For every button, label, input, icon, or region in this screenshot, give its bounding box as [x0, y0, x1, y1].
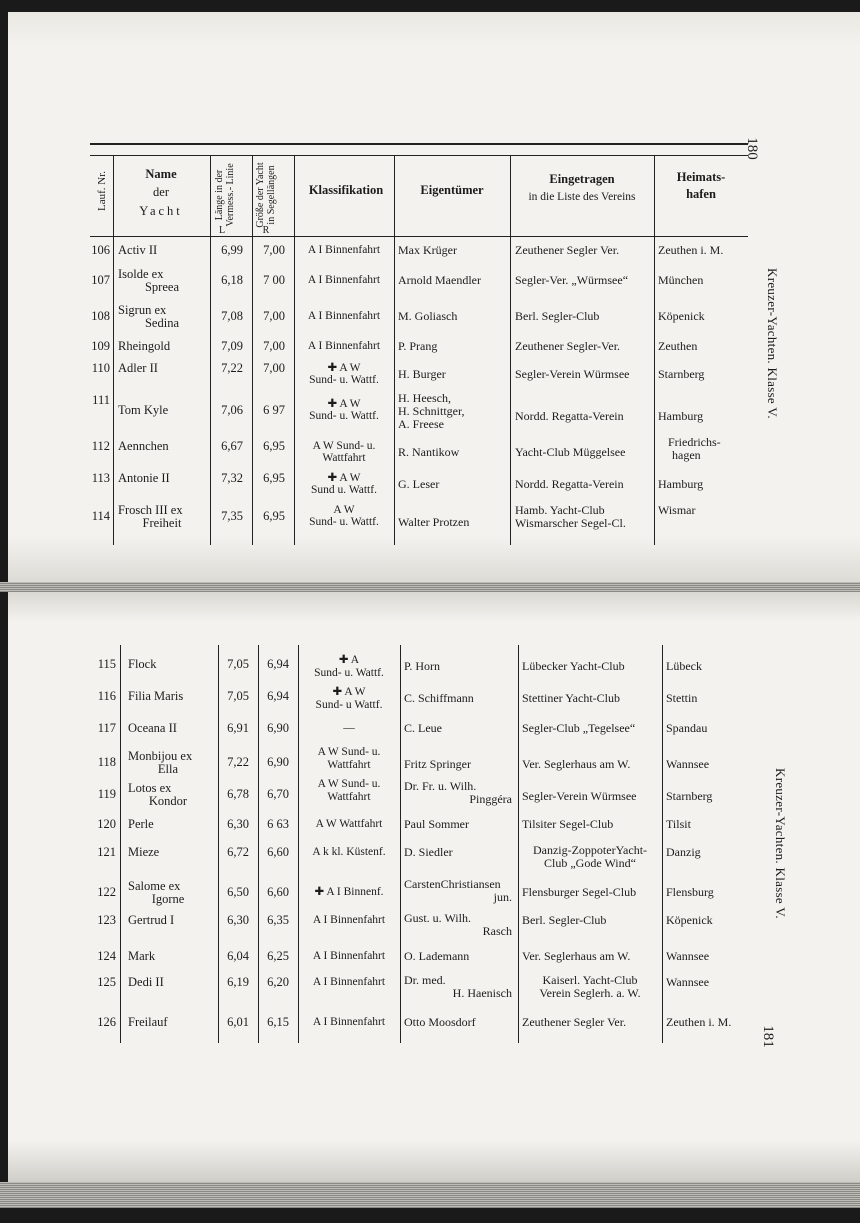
- home-port: Wannsee: [666, 757, 710, 771]
- column-line: [113, 155, 114, 545]
- size-value: 6 63: [267, 817, 289, 831]
- owner: Fritz Springer: [404, 757, 471, 771]
- club: Zeuthener Segler-Ver.: [515, 339, 621, 353]
- length-value: 7,09: [221, 339, 243, 353]
- column-line: [654, 155, 655, 545]
- classification-sub: Wattfahrt: [327, 759, 371, 771]
- size-value: 6,60: [267, 845, 289, 859]
- row-number: 122: [97, 885, 116, 899]
- home-port: Hamburg: [658, 477, 704, 491]
- length-value: 6,91: [227, 721, 249, 735]
- header-heimatshafen-2: hafen: [686, 187, 716, 201]
- yacht-name: Isolde ex: [118, 267, 164, 281]
- length-value: 6,04: [227, 949, 249, 963]
- classification: A I Binnenfahrt: [312, 1016, 386, 1028]
- club: Verein Seglerh. a. W.: [539, 986, 641, 1000]
- length-value: 6,78: [227, 787, 249, 801]
- row-number: 120: [97, 817, 116, 831]
- owner: D. Siedler: [404, 845, 453, 859]
- column-line: [662, 645, 663, 1043]
- length-value: 7,08: [221, 309, 243, 323]
- club: Ver. Seglerhaus am W.: [522, 949, 631, 963]
- owner: R. Nantikow: [398, 445, 460, 459]
- column-line: [394, 155, 395, 545]
- yacht-name: Lotos ex: [128, 781, 172, 795]
- header-groesse: Größe der Yacht in Segellängen: [255, 162, 277, 228]
- home-port: hagen: [672, 448, 701, 462]
- length-value: 6,18: [221, 273, 243, 287]
- size-value: 7,00: [263, 243, 285, 257]
- owner: Gust. u. Wilh.: [404, 911, 471, 925]
- yacht-name-former: Kondor: [148, 794, 188, 808]
- club: Lübecker Yacht-Club: [522, 659, 625, 673]
- header-groesse-symbol: R: [262, 225, 270, 236]
- classification-sub: Sund- u. Wattf.: [309, 374, 379, 386]
- size-value: 6,95: [263, 509, 285, 523]
- yacht-name-former: Sedina: [144, 316, 180, 330]
- club: Ver. Seglerhaus am W.: [522, 757, 631, 771]
- owner: O. Lademann: [404, 949, 470, 963]
- row-number: 117: [97, 721, 116, 735]
- owner: H. Burger: [398, 367, 446, 381]
- header-name-1: Name: [145, 167, 177, 181]
- header-name-3: Yacht: [139, 204, 183, 218]
- club: Kaiserl. Yacht-Club: [542, 973, 638, 987]
- club: Segler-Ver. „Würmsee“: [515, 273, 629, 287]
- yacht-name-former: Spreea: [144, 280, 179, 294]
- classification-sub: Sund- u. Wattf.: [314, 667, 384, 679]
- home-port: Zeuthen i. M.: [666, 1015, 732, 1029]
- size-value: 7,00: [263, 361, 285, 375]
- owner: Max Krüger: [398, 243, 457, 257]
- page-stack-edge: [0, 1182, 860, 1208]
- classification: A W Sund- u.: [317, 746, 381, 758]
- club: Wismarscher Segel-Cl.: [515, 516, 626, 530]
- yacht-name-former: Freiheit: [142, 516, 182, 530]
- length-value: 7,35: [221, 509, 243, 523]
- owner: Pinggéra: [469, 792, 512, 806]
- classification: ✚ A W: [327, 362, 361, 374]
- yacht-name-former: Ella: [157, 762, 179, 776]
- owner: jun.: [493, 890, 512, 904]
- row-number: 126: [97, 1015, 116, 1029]
- size-value: 6,94: [267, 657, 289, 671]
- yacht-name: Monbijou ex: [128, 749, 193, 763]
- row-number: 123: [97, 913, 116, 927]
- classification: A I Binnenfahrt: [312, 950, 386, 962]
- classification: A I Binnenfahrt: [307, 244, 381, 256]
- classification: A W: [333, 504, 355, 516]
- home-port: Danzig: [666, 845, 701, 859]
- length-value: 6,19: [227, 975, 249, 989]
- owner: Dr. Fr. u. Wilh.: [404, 779, 477, 793]
- club: Tilsiter Segel-Club: [522, 817, 614, 831]
- classification: ✚ A W: [332, 686, 366, 698]
- row-number: 125: [97, 975, 116, 989]
- header-eigentuemer: Eigentümer: [420, 183, 484, 197]
- home-port: Hamburg: [658, 409, 704, 423]
- classification: —: [343, 722, 355, 734]
- yacht-name: Dedi II: [128, 975, 164, 989]
- row-number: 106: [91, 243, 110, 257]
- length-value: 7,06: [221, 403, 243, 417]
- header-laenge-symbol: L: [218, 225, 226, 236]
- classification-sub: Sund- u. Wattf.: [309, 410, 379, 422]
- row-number: 124: [97, 949, 116, 963]
- row-number: 118: [97, 755, 116, 769]
- owner: H. Heesch,: [398, 391, 451, 405]
- home-port: Starnberg: [666, 789, 713, 803]
- club: Segler-Verein Würmsee: [522, 789, 637, 803]
- home-port: Wannsee: [666, 949, 710, 963]
- owner: M. Goliasch: [398, 309, 458, 323]
- club: Nordd. Regatta-Verein: [515, 409, 624, 423]
- length-value: 7,32: [221, 471, 243, 485]
- yacht-name-former: Igorne: [151, 892, 185, 906]
- row-number: 109: [91, 339, 110, 353]
- length-value: 7,22: [221, 361, 243, 375]
- classification: A k kl. Küstenf.: [312, 846, 386, 858]
- owner: CarstenChristiansen: [404, 877, 501, 891]
- size-value: 6,95: [263, 471, 285, 485]
- size-value: 6,35: [267, 913, 289, 927]
- yacht-name: Mieze: [128, 845, 160, 859]
- yacht-name: Filia Maris: [128, 689, 184, 703]
- column-line: [120, 645, 121, 1043]
- home-port: Wismar: [658, 503, 696, 517]
- size-value: 6,60: [267, 885, 289, 899]
- club: Zeuthener Segler Ver.: [522, 1015, 627, 1029]
- yacht-name: Oceana II: [128, 721, 177, 735]
- length-value: 6,30: [227, 913, 249, 927]
- club: Flensburger Segel-Club: [522, 885, 637, 899]
- header-rule: [90, 155, 748, 156]
- length-value: 7,05: [227, 689, 249, 703]
- column-line: [210, 155, 211, 545]
- header-eingetragen: Eingetragen: [549, 172, 615, 186]
- owner: Arnold Maendler: [398, 273, 481, 287]
- club: Nordd. Regatta-Verein: [515, 477, 624, 491]
- yacht-name: Aennchen: [118, 439, 169, 453]
- size-value: 6,94: [267, 689, 289, 703]
- owner: H. Haenisch: [452, 986, 512, 1000]
- club: Danzig-ZoppoterYacht-: [532, 843, 648, 857]
- home-port: Stettin: [666, 691, 698, 705]
- row-number: 116: [97, 689, 116, 703]
- row-number: 121: [97, 845, 116, 859]
- size-value: 7,00: [263, 339, 285, 353]
- owner: C. Schiffmann: [404, 691, 474, 705]
- classification-sub: Sund- u. Wattf.: [309, 516, 379, 528]
- owner: Walter Protzen: [398, 515, 470, 529]
- club: Segler-Club „Tegelsee“: [522, 721, 636, 735]
- yacht-name: Antonie II: [118, 471, 170, 485]
- home-port: Flensburg: [666, 885, 714, 899]
- home-port: Wannsee: [666, 975, 710, 989]
- top-rule: [90, 143, 748, 145]
- length-value: 6,72: [227, 845, 249, 859]
- yacht-name: Perle: [128, 817, 154, 831]
- row-number: 110: [91, 361, 110, 375]
- home-port: Tilsit: [666, 817, 691, 831]
- owner: A. Freese: [398, 417, 444, 431]
- yacht-name: Mark: [128, 949, 156, 963]
- length-value: 6,50: [227, 885, 249, 899]
- home-port: Köpenick: [658, 309, 705, 323]
- club: Club „Gode Wind“: [544, 856, 636, 870]
- header-heimatshafen-1: Heimats-: [676, 170, 726, 184]
- club: Berl. Segler-Club: [515, 309, 600, 323]
- owner: Dr. med.: [404, 973, 446, 987]
- header-laenge: Länge in der Vermess.- Linie: [214, 163, 236, 227]
- yacht-name: Freilauf: [128, 1015, 168, 1029]
- classification: A W Sund- u.: [317, 778, 381, 790]
- home-port: Lübeck: [666, 659, 702, 673]
- length-value: 7,05: [227, 657, 249, 671]
- running-title-top: Kreuzer-Yachten. Klasse V.: [765, 268, 780, 419]
- yacht-name: Adler II: [118, 361, 158, 375]
- length-value: 6,30: [227, 817, 249, 831]
- home-port: Friedrichs-: [668, 435, 721, 449]
- size-value: 7,00: [263, 309, 285, 323]
- owner: P. Prang: [398, 339, 438, 353]
- owner: P. Horn: [404, 659, 441, 673]
- classification: ✚ A W: [327, 398, 361, 410]
- classification: A W Sund- u.: [312, 440, 376, 452]
- yacht-name: Sigrun ex: [118, 303, 167, 317]
- length-value: 6,99: [221, 243, 243, 257]
- size-value: 6,15: [267, 1015, 289, 1029]
- classification: ✚ A W: [327, 472, 361, 484]
- owner: G. Leser: [398, 477, 440, 491]
- club: Hamb. Yacht-Club: [515, 503, 605, 517]
- header-bottom-rule: [90, 236, 748, 237]
- row-number: 107: [91, 273, 110, 287]
- home-port: Starnberg: [658, 367, 705, 381]
- column-line: [510, 155, 511, 545]
- row-number: 119: [97, 787, 116, 801]
- yacht-name: Gertrud I: [128, 913, 175, 927]
- classification: A I Binnenfahrt: [307, 340, 381, 352]
- classification: A I Binnenfahrt: [307, 310, 381, 322]
- classification: A I Binnenfahrt: [307, 274, 381, 286]
- club: Yacht-Club Müggelsee: [515, 445, 626, 459]
- classification-sub: Wattfahrt: [327, 791, 371, 803]
- row-number: 108: [91, 309, 110, 323]
- row-number: 115: [97, 657, 116, 671]
- classification: ✚ A I Binnenf.: [314, 886, 384, 898]
- owner: Otto Moosdorf: [404, 1015, 476, 1029]
- length-value: 7,22: [227, 755, 249, 769]
- classification-sub: Sund- u Wattf.: [315, 699, 383, 711]
- header-lauf-nr: Lauf. Nr.: [96, 171, 108, 212]
- classification: A I Binnenfahrt: [312, 976, 386, 988]
- size-value: 6,95: [263, 439, 285, 453]
- length-value: 6,67: [221, 439, 243, 453]
- yacht-name: Tom Kyle: [118, 403, 169, 417]
- home-port: Zeuthen: [658, 339, 698, 353]
- home-port: München: [658, 273, 704, 287]
- page-number-top: 180: [743, 137, 760, 160]
- owner: Paul Sommer: [404, 817, 469, 831]
- classification: A W Wattfahrt: [315, 818, 383, 830]
- yacht-name: Activ II: [118, 243, 158, 257]
- column-line: [400, 645, 401, 1043]
- top-book-page: [8, 12, 860, 582]
- club: Stettiner Yacht-Club: [522, 691, 620, 705]
- size-value: 6 97: [263, 403, 285, 417]
- club: Segler-Verein Würmsee: [515, 367, 630, 381]
- classification: A I Binnenfahrt: [312, 914, 386, 926]
- length-value: 6,01: [227, 1015, 249, 1029]
- home-port: Spandau: [666, 721, 708, 735]
- header-name-2: der: [153, 185, 169, 199]
- size-value: 6,70: [267, 787, 289, 801]
- size-value: 6,20: [267, 975, 289, 989]
- row-number: 114: [91, 509, 110, 523]
- club: Zeuthener Segler Ver.: [515, 243, 620, 257]
- club: Berl. Segler-Club: [522, 913, 607, 927]
- size-value: 6,90: [267, 755, 289, 769]
- size-value: 7 00: [263, 273, 285, 287]
- row-number: 113: [91, 471, 110, 485]
- row-number: 111: [92, 393, 110, 407]
- home-port: Zeuthen i. M.: [658, 243, 724, 257]
- yacht-name: Flock: [128, 657, 157, 671]
- owner: Rasch: [482, 924, 512, 938]
- size-value: 6,90: [267, 721, 289, 735]
- classification: ✚ A: [338, 654, 360, 666]
- yacht-name: Frosch III ex: [118, 503, 183, 517]
- column-line: [252, 155, 253, 545]
- page-number-bottom: 181: [759, 1025, 776, 1048]
- home-port: Köpenick: [666, 913, 713, 927]
- size-value: 6,25: [267, 949, 289, 963]
- owner: H. Schnittger,: [398, 404, 465, 418]
- header-eingetragen-sub: in die Liste des Vereins: [528, 191, 636, 203]
- row-number: 112: [91, 439, 110, 453]
- classification-sub: Wattfahrt: [322, 452, 366, 464]
- header-klassifikation: Klassifikation: [308, 183, 384, 197]
- owner: C. Leue: [404, 721, 442, 735]
- page-edge: [0, 582, 860, 592]
- running-title-bottom: Kreuzer-Yachten. Klasse V.: [773, 768, 788, 919]
- classification-sub: Sund u. Wattf.: [311, 484, 377, 496]
- yacht-name: Salome ex: [128, 879, 181, 893]
- yacht-name: Rheingold: [118, 339, 171, 353]
